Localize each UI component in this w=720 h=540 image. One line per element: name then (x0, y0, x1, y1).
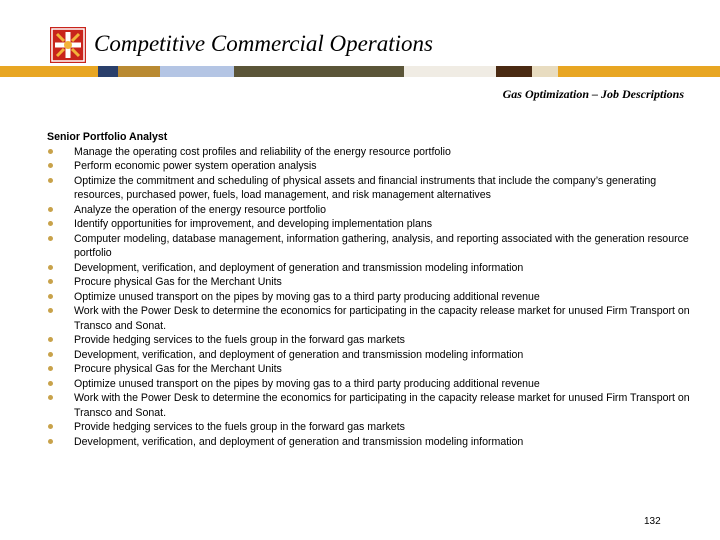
list-item-text: Development, verification, and deployment of generation and transmission modeling information (74, 261, 524, 274)
bullet-dot-icon (48, 352, 53, 357)
page-number: 132 (644, 516, 661, 527)
list-item (47, 290, 697, 305)
section-heading: Senior Portfolio Analyst (47, 131, 168, 143)
band-segment (42, 66, 98, 77)
list-item-text: Perform economic power system operation analysis (74, 160, 317, 172)
list-item (47, 333, 697, 348)
company-logo-icon (50, 27, 86, 63)
list-item (47, 391, 697, 420)
page-subtitle: Gas Optimization – Job Descriptions (502, 87, 684, 101)
list-item-text: Development, verification, and deployment of generation and transmission modeling information (74, 435, 524, 448)
list-item (47, 435, 697, 450)
list-item-text: Optimize the commitment and scheduling of physical assets and financial instruments that include the company’s generating resources, purchased power, fuels, load management, and risk management alternatives (74, 174, 657, 201)
band-segment (234, 66, 404, 77)
bullet-dot-icon (48, 439, 53, 444)
list-item-text: Identify opportunities for improvement, and developing implementation plans (74, 218, 433, 230)
bullet-dot-icon (48, 221, 53, 226)
job-description (47, 130, 697, 449)
list-item-text: Provide hedging services to the fuels group in the forward gas markets (74, 334, 405, 346)
list-item-text: Work with the Power Desk to determine the economics for participating in the capacity release market for unused Firm Transport on Transco and Sonat. (74, 305, 690, 332)
bullet-dot-icon (48, 424, 53, 429)
list-item (47, 377, 697, 392)
band-segment (404, 66, 496, 77)
bullet-dot-icon (48, 381, 53, 386)
list-item-text: Procure physical Gas for the Merchant Units (74, 363, 282, 375)
list-item-text: Manage the operating cost profiles and reliability of the energy resource portfolio (74, 145, 451, 158)
list-item-text: Analyze the operation of the energy resource portfolio (74, 203, 327, 216)
bullet-dot-icon (48, 149, 53, 154)
list-item (47, 261, 697, 276)
list-item (47, 217, 697, 232)
list-item (47, 275, 697, 290)
list-item-text: Provide hedging services to the fuels group in the forward gas markets (74, 421, 405, 433)
list-item (47, 145, 697, 160)
band-segment (160, 66, 234, 77)
bullet-dot-icon (48, 337, 53, 342)
page-title: Competitive Commercial Operations (94, 31, 433, 56)
header-color-band (0, 66, 720, 77)
bullet-dot-icon (48, 163, 53, 168)
list-item (47, 203, 697, 218)
list-item (47, 174, 697, 203)
bullet-dot-icon (48, 178, 53, 183)
list-item-text: Procure physical Gas for the Merchant Units (74, 276, 282, 288)
bullet-list (47, 145, 697, 450)
bullet-dot-icon (48, 265, 53, 270)
list-item-text: Computer modeling, database management, information gathering, analysis, and reporting associated with the generation resource portfolio (74, 232, 689, 259)
band-segment (496, 66, 532, 77)
list-item (47, 232, 697, 261)
bullet-dot-icon (48, 236, 53, 241)
bullet-dot-icon (48, 366, 53, 371)
bullet-dot-icon (48, 308, 53, 313)
band-segment (532, 66, 558, 77)
list-item (47, 159, 697, 174)
list-item-text: Development, verification, and deployment of generation and transmission modeling information (74, 348, 524, 361)
list-item-text: Optimize unused transport on the pipes by moving gas to a third party producing additional revenue (74, 377, 540, 390)
band-segment (558, 66, 720, 77)
list-item-text: Work with the Power Desk to determine the economics for participating in the capacity release market for unused Firm Transport on Transco and Sonat. (74, 392, 690, 419)
bullet-dot-icon (48, 395, 53, 400)
list-item (47, 304, 697, 333)
list-item (47, 362, 697, 377)
band-segment (98, 66, 118, 77)
list-item (47, 348, 697, 363)
bullet-dot-icon (48, 294, 53, 299)
band-segment (118, 66, 160, 77)
bullet-dot-icon (48, 207, 53, 212)
bullet-dot-icon (48, 279, 53, 284)
band-segment (0, 66, 42, 77)
list-item-text: Optimize unused transport on the pipes by moving gas to a third party producing additional revenue (74, 290, 540, 303)
list-item (47, 420, 697, 435)
